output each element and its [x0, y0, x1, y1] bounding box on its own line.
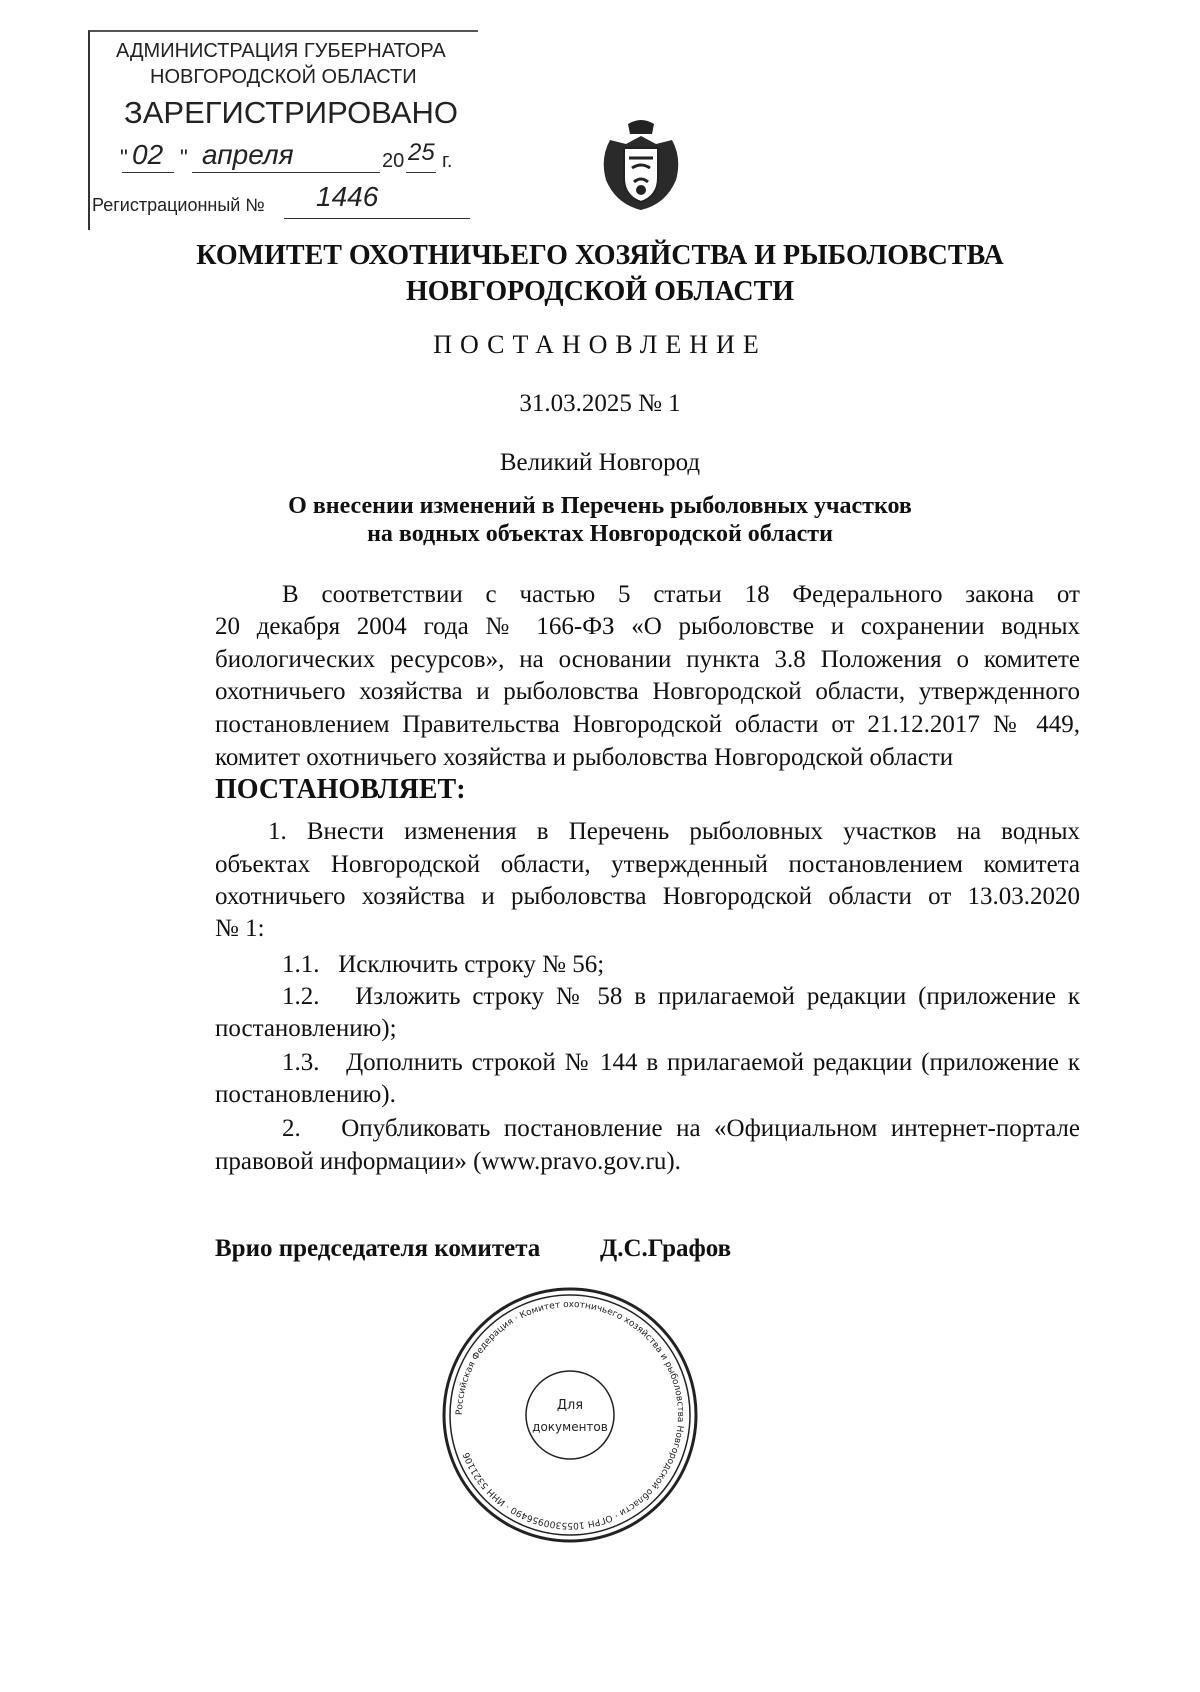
document-type: ПОСТАНОВЛЕНИЕ: [433, 330, 767, 359]
paragraph-line: биологических ресурсов», на основании пункта 3.8 Положения о комитете: [215, 646, 1080, 673]
org-name-line1: КОМИТЕТ ОХОТНИЧЬЕГО ХОЗЯЙСТВА И РЫБОЛОВСТВА: [196, 240, 1004, 271]
item-1-2-line: 1.2. Изложить строку № 58 в прилагаемой редакции (приложение к: [282, 983, 1080, 1010]
paragraph-line: 20 декабря 2004 года № 166-ФЗ «О рыболовстве и сохранении водных: [215, 613, 1080, 640]
document-date-number: 31.03.2025 № 1: [519, 390, 681, 417]
stamp-day: 02: [132, 139, 164, 170]
stamp-quote-open: ": [120, 145, 128, 170]
stamp-year-suffix: 25: [408, 139, 435, 166]
seal-outer-text: Российская Федерация · Комитет охотничьего хозяйства и рыболовства Новгородской области · ОГРН 1055300956490 · ИНН 5321106: [454, 1299, 686, 1531]
stamp-reg-label: Регистрационный №: [92, 195, 265, 215]
stamp-month: апреля: [202, 139, 294, 170]
paragraph-line: В соответствии с частью 5 статьи 18 Федерального закона от: [282, 581, 1080, 608]
stamp-year-prefix: 20: [382, 150, 405, 172]
item-1-3-line: постановлению).: [215, 1081, 396, 1108]
item-1-line: объектах Новгородской области, утвержденный постановлением комитета: [215, 851, 1080, 878]
org-name-line2: НОВГОРОДСКОЙ ОБЛАСТИ: [405, 276, 795, 307]
stamp-line2: НОВГОРОДСКОЙ ОБЛАСТИ: [150, 66, 417, 88]
official-seal: [440, 1285, 700, 1545]
paragraph-line: комитет охотничьего хозяйства и рыболовства Новгородской области: [215, 744, 954, 771]
item-1-line: № 1:: [215, 915, 265, 942]
item-2-line: правовой информации» (www.pravo.gov.ru).: [215, 1148, 681, 1175]
document-city: Великий Новгород: [499, 449, 701, 476]
subject-line1: О внесении изменений в Перечень рыболовных участков: [288, 493, 912, 519]
stamp-year-unit: г.: [442, 150, 453, 172]
stamp-line1: АДМИНИСТРАЦИЯ ГУБЕРНАТОРА: [116, 40, 446, 62]
resolves-heading: ПОСТАНОВЛЯЕТ:: [215, 774, 466, 805]
stamp-reg-number: 1446: [316, 181, 379, 212]
item-1-2-line: постановлению);: [215, 1015, 397, 1042]
signature-position: Врио председателя комитета: [215, 1235, 541, 1262]
item-1-line: 1. Внести изменения в Перечень рыболовных участков на водных: [268, 818, 1080, 845]
coat-of-arms-icon: [596, 118, 686, 214]
item-1-1: 1.1. Исключить строку № 56;: [282, 951, 605, 978]
item-1-3-line: 1.3. Дополнить строкой № 144 в прилагаемой редакции (приложение к: [282, 1049, 1080, 1076]
registration-stamp: [88, 30, 478, 230]
stamp-quote-close: ": [180, 145, 188, 170]
item-1-line: охотничьего хозяйства и рыболовства Новгородской области от 13.03.2020: [215, 883, 1080, 910]
item-2-line: 2. Опубликовать постановление на «Официальном интернет-портале: [282, 1115, 1080, 1142]
signature-name: Д.С.Графов: [600, 1235, 732, 1262]
paragraph-line: постановлением Правительства Новгородской области от 21.12.2017 № 449,: [215, 711, 1080, 738]
stamp-title: ЗАРЕГИСТРИРОВАНО: [124, 95, 459, 130]
subject-line2: на водных объектах Новгородской области: [367, 521, 833, 547]
seal-inner-line1: Для: [556, 1398, 584, 1413]
paragraph-line: охотничьего хозяйства и рыболовства Новгородской области, утвержденного: [215, 678, 1080, 705]
seal-inner-line2: документов: [532, 1420, 608, 1434]
